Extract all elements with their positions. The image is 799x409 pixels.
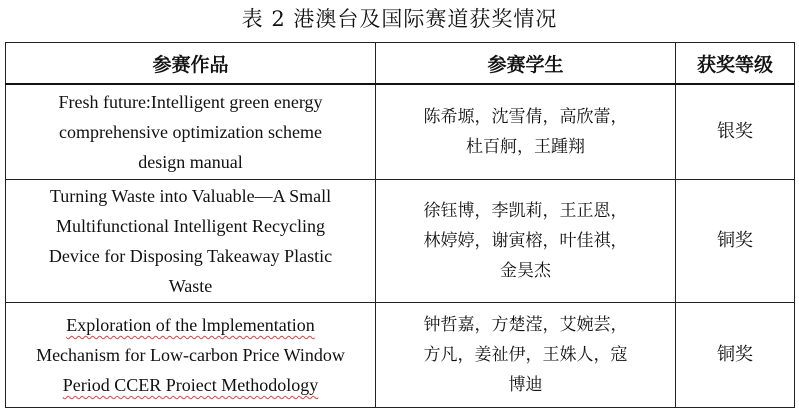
header-work: 参赛作品	[6, 43, 376, 85]
awards-table	[5, 42, 795, 408]
work-line: Waste	[168, 276, 213, 296]
work-line-text: Period CCER Proiect Methodology	[62, 375, 319, 395]
students-line: 方凡，姜祉伊，王姝人，寇	[423, 345, 628, 365]
work-line	[10, 310, 371, 340]
work-line: Multifunctional Intelligent Recycling	[56, 216, 325, 236]
students-cell	[376, 303, 676, 408]
students-line: 林婷婷，谢寅榕，叶佳祺，	[423, 231, 628, 251]
work-line-text: Exploration of the lmplementation	[66, 315, 315, 335]
work-line: comprehensive optimization scheme	[59, 122, 322, 142]
work-cell	[6, 84, 376, 180]
students-line: 钟哲嘉，方楚滢，艾婉芸，	[423, 315, 628, 335]
table-caption: 表 2 港澳台及国际赛道获奖情况	[241, 7, 558, 31]
students-cell	[376, 180, 676, 303]
students-cell	[376, 84, 676, 180]
work-cell	[6, 180, 376, 303]
work-line	[10, 370, 371, 400]
table-row	[6, 303, 795, 408]
table-row	[6, 84, 795, 180]
students-line: 金昊杰	[500, 261, 551, 281]
work-line: Device for Disposing Takeaway Plastic	[48, 246, 333, 266]
students-line: 陈希塬，沈雪倩，高欣蕾，	[423, 107, 628, 127]
students-line: 杜百舸，王踵翔	[466, 137, 585, 157]
award-cell: 铜奖	[676, 303, 795, 408]
header-award: 获奖等级	[676, 43, 795, 85]
students-line: 博迪	[508, 375, 543, 395]
header-row	[6, 43, 795, 85]
work-line: design manual	[138, 152, 243, 172]
header-students: 参赛学生	[376, 43, 676, 85]
work-cell	[6, 303, 376, 408]
award-cell: 铜奖	[676, 180, 795, 303]
work-line: Mechanism for Low-carbon Price Window	[36, 345, 345, 365]
work-line: Fresh future:Intelligent green energy	[58, 92, 323, 112]
table-row	[6, 180, 795, 303]
work-line: Turning Waste into Valuable—A Small	[49, 186, 332, 206]
students-line: 徐钰博，李凯莉，王正恩，	[423, 201, 628, 221]
award-cell: 银奖	[676, 84, 795, 180]
